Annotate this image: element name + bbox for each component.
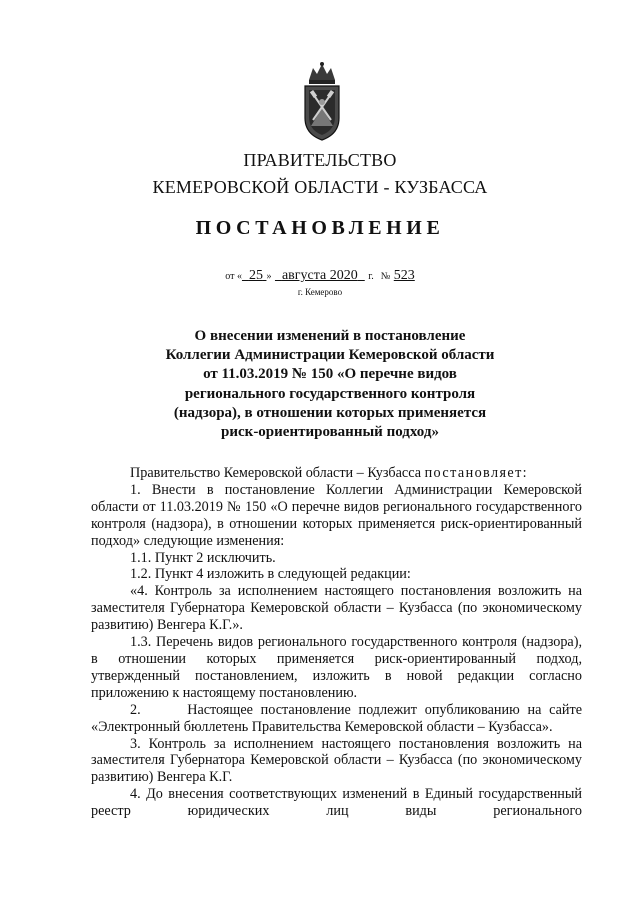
- government-name-line-2: КЕМЕРОВСКОЙ ОБЛАСТИ - КУЗБАССА: [152, 177, 488, 197]
- title-line: (надзора), в отношении которых применяется: [173, 404, 487, 421]
- document-type-heading: ПОСТАНОВЛЕНИЕ: [195, 217, 445, 239]
- title-line: Коллегии Администрации Кемеровской области: [165, 347, 495, 364]
- title-line: риск-ориентированный подход»: [221, 424, 439, 441]
- date-month-year: августа 2020: [281, 268, 358, 283]
- body-paragraph: 4. До внесения соответствующих изменений в Единый государственный реестр юридических лиц виды регионального: [91, 786, 582, 820]
- title-line: О внесении изменений в постановление: [194, 328, 466, 344]
- city-label: г. Кемерово: [297, 287, 343, 297]
- document-body: [91, 465, 586, 820]
- document-number: 523: [393, 268, 415, 283]
- government-name-line-1: ПРАВИТЕЛЬСТВО: [243, 150, 397, 170]
- title-line: регионального государственного контроля: [184, 385, 476, 402]
- body-paragraph: 1.3. Перечень видов регионального государственного контроля (надзора), в отношении которых применяется риск-ориентированный подход, утвержденный постановлением, изложить в новой редакции согласно приложению к настоящему постановлению.: [91, 634, 582, 701]
- number-label: №: [380, 271, 391, 282]
- date-year-suffix: г.: [368, 271, 374, 282]
- body-paragraph: 1.1. Пункт 2 исключить.: [130, 549, 276, 566]
- body-paragraph: 1. Внести в постановление Коллегии Администрации Кемеровской области от 11.03.2019 № 150 «О перечне видов регионального государственного контроля (надзора), в отношении которых применяется риск-ориентированный подход» следующие изменения:: [91, 481, 582, 549]
- intro-paragraph: Правительство Кемеровской области – Кузбасса постановляет:: [130, 465, 529, 481]
- date-day: 25: [248, 268, 263, 283]
- title-line: от 11.03.2019 № 150 «О перечне видов: [203, 366, 457, 383]
- date-number-line: [0, 268, 640, 284]
- body-paragraph: «4. Контроль за исполнением настоящего постановления возложить на заместителя Губернатора Кемеровской области – Кузбасса (по экономическому развитию) Венгера К.Г.».: [91, 583, 582, 634]
- body-paragraph: 2. Настоящее постановление подлежит опубликованию на сайте «Электронный бюллетень Правительства Кемеровской области – Кузбасса».: [91, 701, 586, 735]
- document-title: [140, 327, 520, 442]
- coat-of-arms-emblem: [299, 60, 345, 146]
- body-paragraph: 3. Контроль за исполнением настоящего постановления возложить на заместителя Губернатора Кемеровской области – Кузбасса (по экономическому развитию) Венгера К.Г.: [91, 735, 582, 786]
- body-paragraph: 1.2. Пункт 4 изложить в следующей редакции:: [130, 566, 411, 583]
- date-close-quote: »: [266, 271, 272, 282]
- date-from-label: от «: [225, 271, 242, 282]
